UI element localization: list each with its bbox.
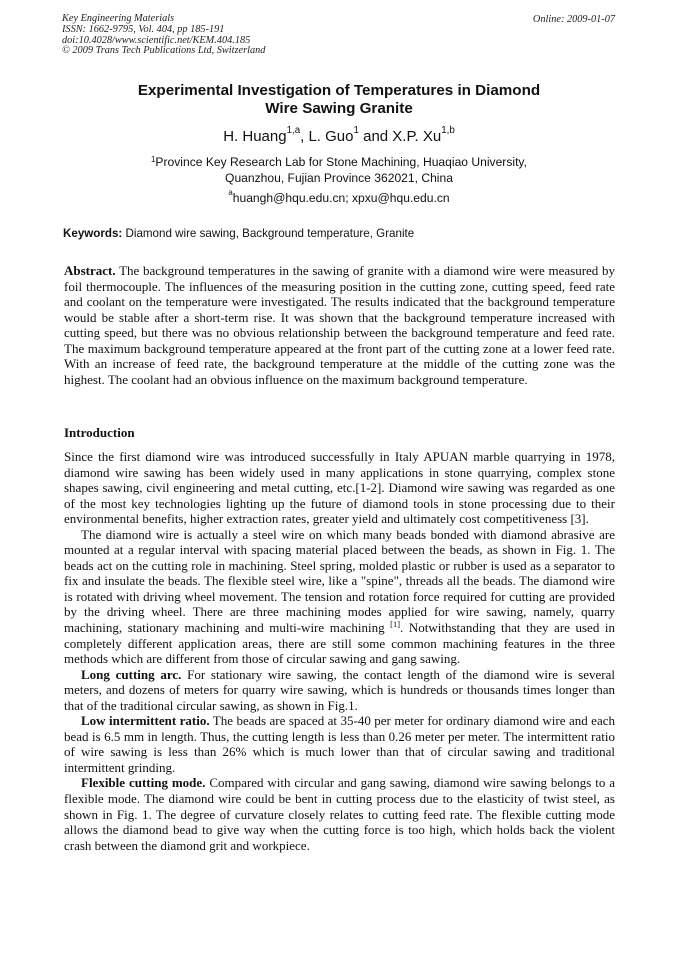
email-line <box>0 188 678 205</box>
section-heading-introduction: Introduction <box>64 425 135 440</box>
author-name: , L. Guo <box>300 128 354 145</box>
abstract-label: Abstract. <box>64 263 116 278</box>
affiliation-superscript: 1 <box>151 155 156 164</box>
paragraph-text: The beads are spaced at 35-40 per meter for ordinary diamond wire and each bead is 6.5 mm in length. Thus, the cutting length is less than 0.26 meter per meter. The intermittent ratio of wire sawing is less than 26% which is much lower than that of circular sawing and traditional intermittent grinding. <box>64 713 615 775</box>
journal-name: Key Engineering Materials <box>62 13 175 24</box>
copyright-line: © 2009 Trans Tech Publications Ltd, Switzerland <box>62 45 266 57</box>
paragraph <box>64 713 615 775</box>
paragraph-text: . Notwithstanding that they are used in completely different application areas, there are still some common machining features in the three methods which are different from those of circular sawing and gang sawing. <box>64 620 615 667</box>
paper-title <box>0 82 678 118</box>
online-date: Online: 2009-01-07 <box>532 14 615 25</box>
title-line-2: Wire Sawing Granite <box>265 100 413 117</box>
author-name: H. Huang <box>223 128 287 145</box>
journal-header <box>62 14 265 57</box>
keywords-label: Keywords: <box>63 227 123 240</box>
title-line-1: Experimental Investigation of Temperatures in Diamond <box>137 82 541 99</box>
author-list <box>0 125 678 145</box>
email-superscript: a <box>228 188 233 197</box>
issn-line: ISSN: 1662-9795, Vol. 404, pp 185-191 <box>62 23 225 35</box>
abstract-text: The background temperatures in the sawing of granite with a diamond wire were measured by foil thermocouple. The influences of the measuring position in the cutting zone, cutting speed, feed rate and coolant on the temperature were investigated. The results indicated that the background temperature would be stable after a short-term rise. It was shown that the background temperature increased with cutting speed, but there was no obvious relationship between the background temperature and feed rate. The maximum background temperature appeared at the front part of the cutting zone at a lower feed rate. With an increase of feed rate, the background temperature at the middle of the cutting zone was the highest. The coolant had an obvious influence on the maximum background temperature. <box>64 263 615 387</box>
affiliation <box>0 155 678 186</box>
author-name: and X.P. Xu <box>358 128 442 145</box>
paragraph: Since the first diamond wire was introduced successfully in Italy APUAN marble quarrying in 1978, diamond wire sawing has been widely used in many applications in stone quarrying, complex stone shapes sawing, civil engineering and metal cutting, etc.[1-2]. Diamond wire sawing was regarded as one of the most key technologies lighting up the future of diamond tools in stone processing due to their environmental benefits, higher extraction rates, greater yield and ultimately cost competitiveness [3]. <box>64 449 615 527</box>
doi-line: doi:10.4028/www.scientific.net/KEM.404.185 <box>62 34 251 46</box>
paragraph-text: For stationary wire sawing, the contact length of the diamond wire is several meters, and dozens of meters for quarry wire sawing, which is hundreds or thousands times longer than that of the traditional circular sawing, as shown in Fig.1. <box>64 666 615 713</box>
abstract <box>64 263 615 387</box>
paragraph-text: Compared with circular and gang sawing, diamond wire sawing belongs to a flexible mode. The diamond wire could be bent in cutting process due to the elasticity of twist steel, as shown in Fig. 1. The degree of curvature closely relates to cutting feed rate. The flexible cutting mode allows the diamond bead to give way when the cutting force is too high, which holds back the violent crash between the diamond grit and workpiece. <box>64 775 615 853</box>
author-superscript: 1,b <box>441 125 455 136</box>
run-in-heading: Flexible cutting mode. <box>81 775 206 791</box>
affiliation-line-1: Province Key Research Lab for Stone Machining, Huaqiao University, <box>155 155 527 169</box>
paragraph-text: The diamond wire is actually a steel wire on which many beads bonded with diamond abrasive are mounted at a regular interval with spacing material placed between the beads, as shown in Fig. 1. The beads act on the cutting role in machining. Steel spring, molded plastic or rubber is used as a separator to fix and insulate the beads. The flexible steel wire, like a "spine", threads all the beads. The diamond wire is rotated with driving wheel movement. The tension and rotation force required for cutting are provided by the driving wheel. There are three machining modes applied for wire sawing, namely, quarry machining, stationary machining and multi-wire machining <box>64 526 615 636</box>
introduction-body <box>64 449 615 853</box>
citation-ref: [1] <box>390 619 401 630</box>
paragraph <box>64 667 615 714</box>
email-addresses: huangh@hqu.edu.cn; xpxu@hqu.edu.cn <box>232 191 450 205</box>
keywords <box>63 227 414 240</box>
run-in-heading: Long cutting arc. <box>81 666 182 682</box>
run-in-heading: Low intermittent ratio. <box>81 713 210 729</box>
paragraph <box>64 527 615 667</box>
affiliation-line-2: Quanzhou, Fujian Province 362021, China <box>225 170 453 185</box>
keywords-text: Diamond wire sawing, Background temperature, Granite <box>122 227 415 240</box>
author-superscript: 1,a <box>286 125 301 136</box>
author-superscript: 1 <box>353 125 359 136</box>
paragraph <box>64 775 615 853</box>
